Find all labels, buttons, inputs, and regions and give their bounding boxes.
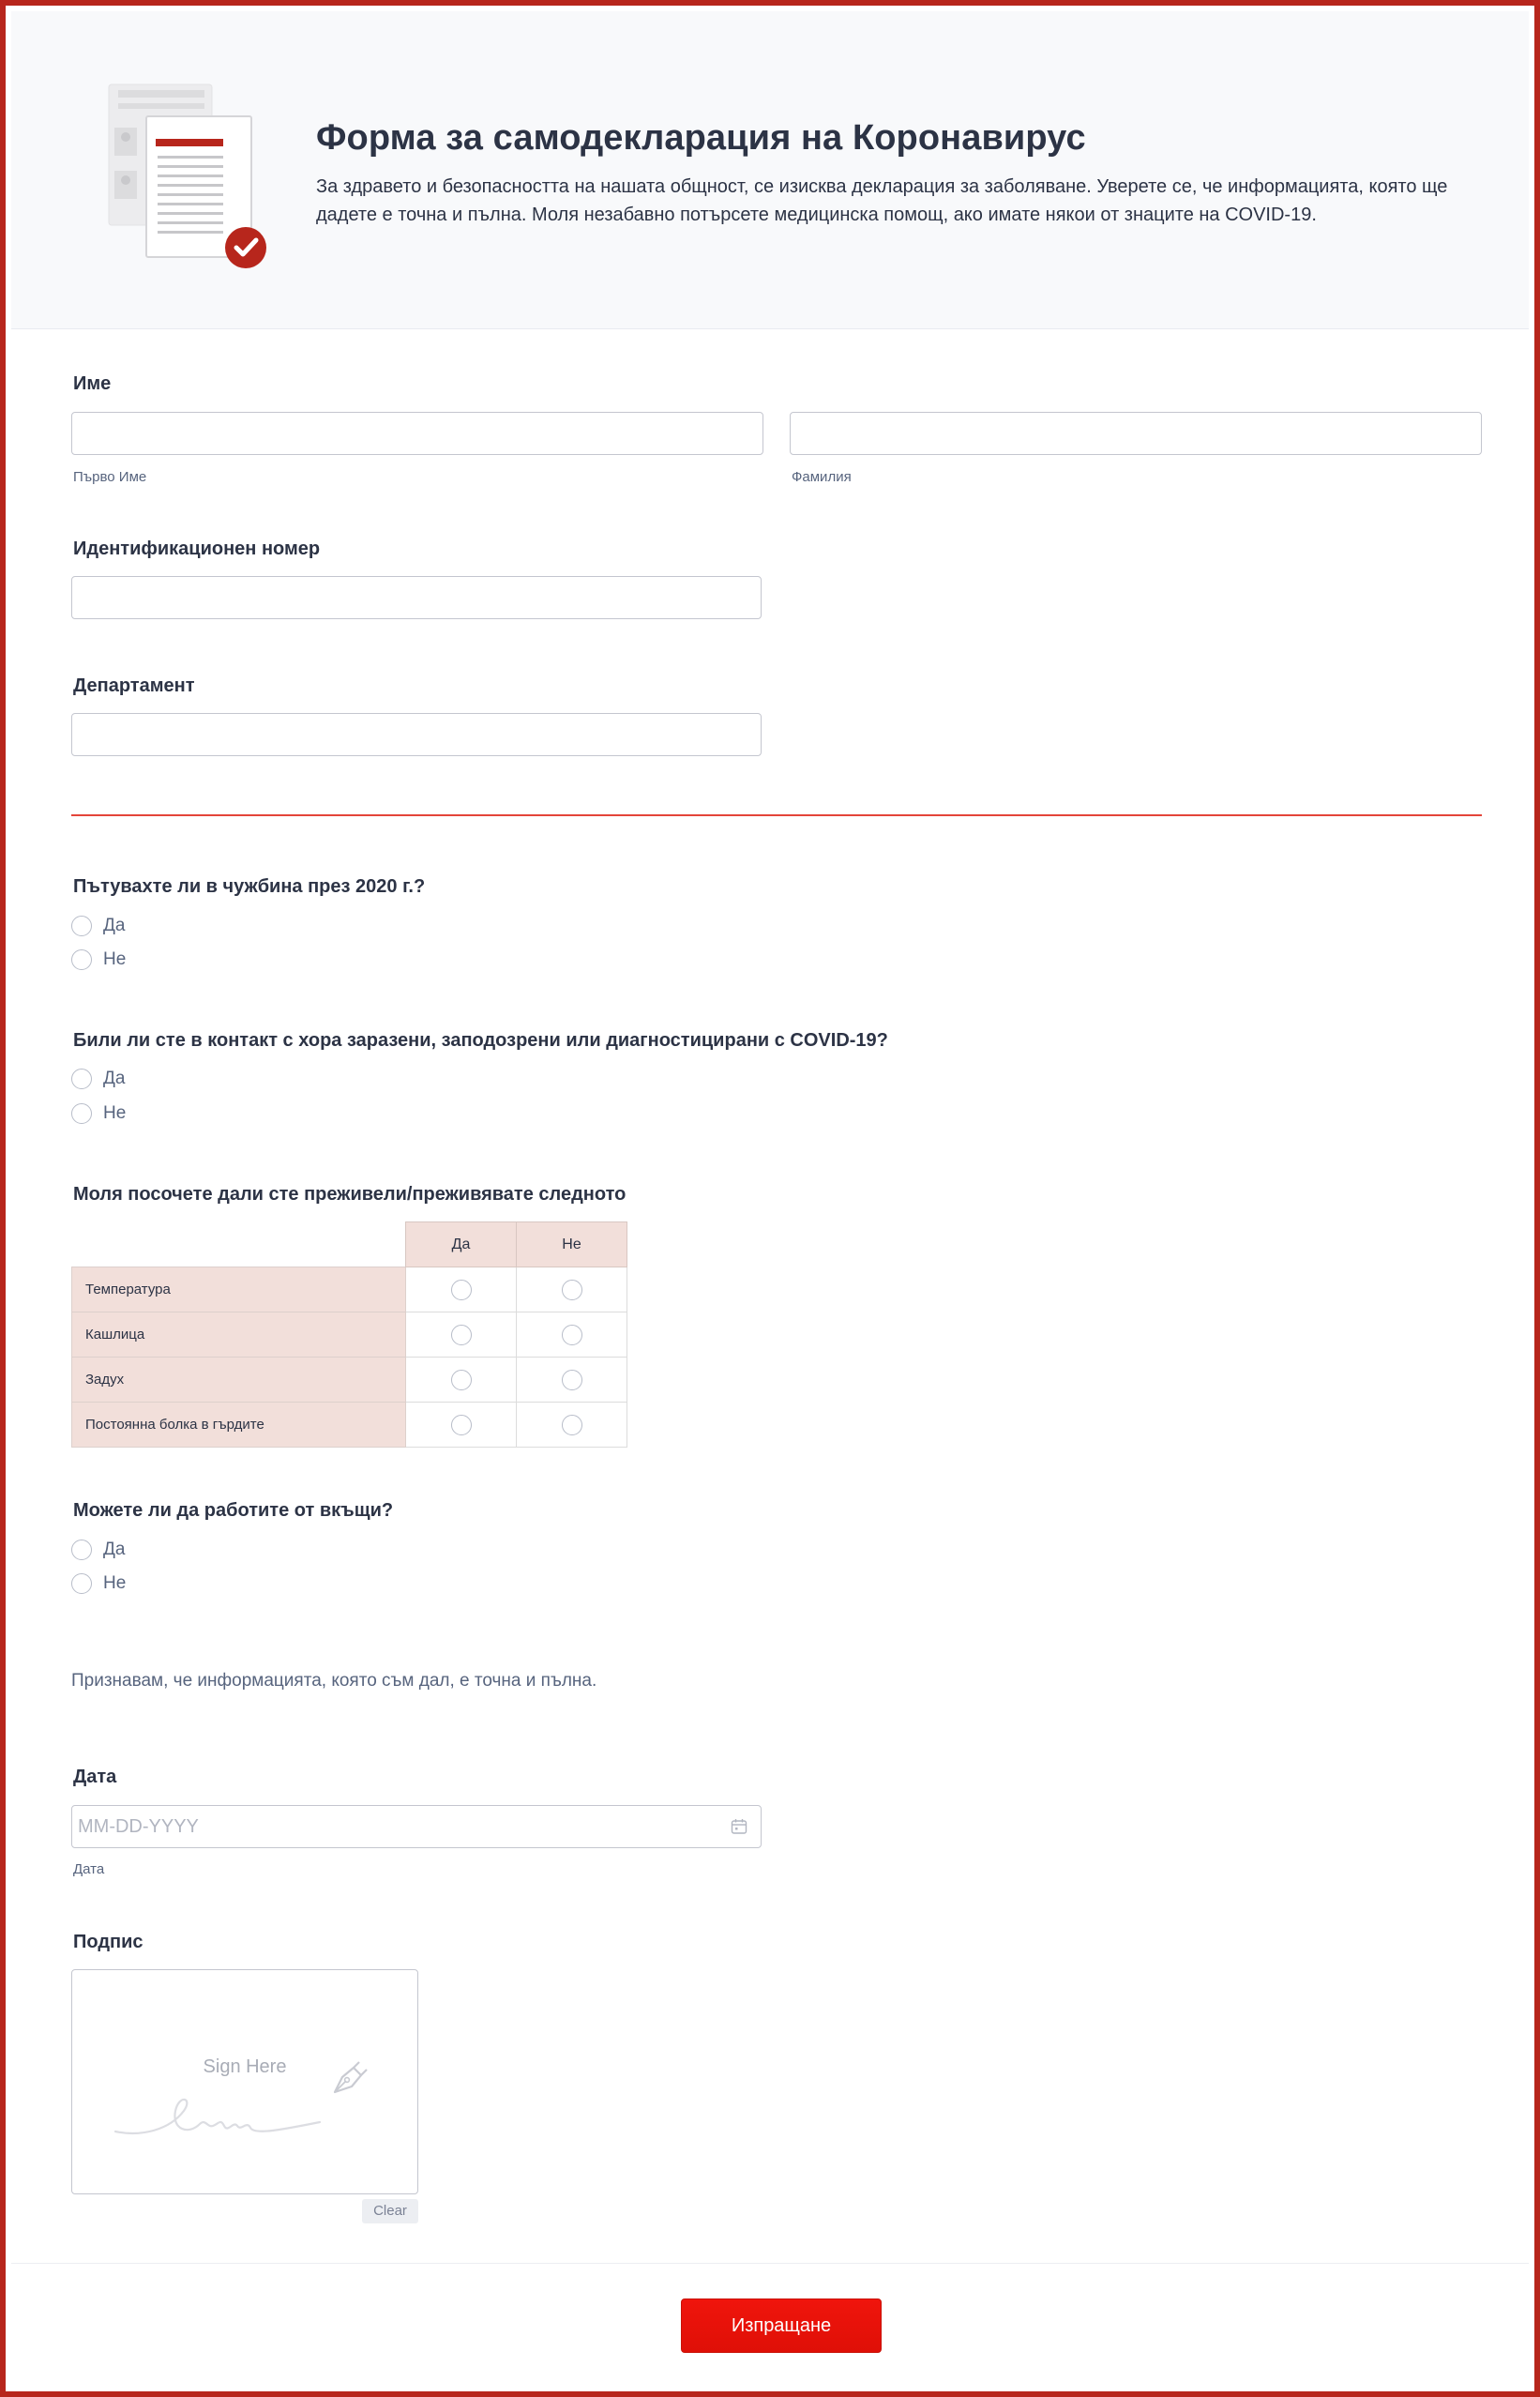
radio-button[interactable] [562, 1415, 582, 1435]
date-placeholder: MM-DD-YYYY [78, 1815, 199, 1837]
last-name-input[interactable] [790, 412, 1482, 455]
contact-option-yes[interactable] [71, 1066, 125, 1092]
signature-label: Подпис [73, 1932, 143, 1952]
matrix-cell-no[interactable] [517, 1312, 627, 1358]
first-name-input[interactable] [71, 412, 763, 455]
calendar-icon[interactable] [731, 1818, 747, 1835]
matrix-corner [72, 1222, 406, 1267]
id-number-input[interactable] [71, 576, 762, 619]
form-header [11, 11, 1529, 329]
travel-question-label: Пътувахте ли в чужбина през 2020 г.? [73, 876, 426, 897]
matrix-row [72, 1358, 627, 1403]
last-name-sublabel: Фамилия [792, 469, 852, 485]
symptoms-matrix [71, 1221, 627, 1448]
symptoms-question-label: Моля посочете дали сте преживели/преживявате следното [73, 1184, 627, 1205]
acknowledgement-text: Признавам, че информацията, която съм дал, е точна и пълна. [71, 1671, 597, 1691]
travel-option-yes[interactable] [71, 913, 125, 939]
matrix-row [72, 1267, 627, 1312]
first-name-sublabel: Първо Име [73, 469, 147, 485]
radio-button[interactable] [71, 1573, 92, 1594]
pen-nib-icon [329, 2056, 370, 2098]
contact-option-no[interactable] [71, 1100, 126, 1127]
date-label: Дата [73, 1767, 117, 1787]
department-input[interactable] [71, 713, 762, 756]
matrix-cell-no[interactable] [517, 1358, 627, 1403]
remote-option-yes[interactable] [71, 1537, 125, 1563]
radio-label: Да [103, 916, 126, 935]
matrix-cell-no[interactable] [517, 1267, 627, 1312]
matrix-row-label: Задух [72, 1358, 406, 1403]
signature-placeholder: Sign Here [203, 2056, 287, 2077]
radio-button[interactable] [562, 1325, 582, 1345]
matrix-cell-yes[interactable] [406, 1312, 517, 1358]
radio-button[interactable] [451, 1325, 472, 1345]
radio-button[interactable] [71, 1069, 92, 1089]
radio-label: Не [103, 1573, 127, 1593]
matrix-row-label: Постоянна болка в гърдите [72, 1403, 406, 1448]
radio-button[interactable] [451, 1280, 472, 1300]
department-label: Департамент [73, 675, 195, 696]
submit-button[interactable]: Изпращане [681, 2298, 882, 2353]
radio-button[interactable] [71, 1103, 92, 1124]
radio-button[interactable] [451, 1415, 472, 1435]
radio-label: Не [103, 949, 127, 969]
matrix-row-label: Температура [72, 1267, 406, 1312]
contact-question-label: Били ли сте в контакт с хора заразени, заподозрени или диагностицирани с COVID-19? [73, 1030, 888, 1051]
page-description: За здравето и безопасността на нашата общност, се изисква декларация за заболяване. Уверете се, че информацията, която ще дадете е точна и пълна. Моля незабавно потърсете медицинска помощ, ако имате някои от знаците на COVID-19. [316, 176, 1448, 225]
date-sublabel: Дата [73, 1861, 105, 1877]
signature-clear-button[interactable]: Clear [362, 2199, 418, 2223]
page-title: Форма за самодекларация на Коронавирус [316, 118, 1086, 158]
id-number-label: Идентификационен номер [73, 539, 321, 559]
radio-label: Да [103, 1540, 126, 1559]
radio-button[interactable] [562, 1280, 582, 1300]
matrix-row-label: Кашлица [72, 1312, 406, 1358]
remote-question-label: Можете ли да работите от вкъщи? [73, 1500, 394, 1521]
radio-label: Да [103, 1069, 126, 1088]
matrix-column-yes: Да [406, 1222, 517, 1267]
radio-button[interactable] [71, 1540, 92, 1560]
matrix-column-no: Не [517, 1222, 627, 1267]
radio-button[interactable] [451, 1370, 472, 1390]
matrix-cell-yes[interactable] [406, 1267, 517, 1312]
matrix-row [72, 1312, 627, 1358]
radio-label: Не [103, 1103, 127, 1123]
matrix-cell-yes[interactable] [406, 1358, 517, 1403]
radio-button[interactable] [562, 1370, 582, 1390]
radio-button[interactable] [71, 916, 92, 936]
date-input[interactable] [71, 1805, 762, 1848]
footer-divider [11, 2263, 1529, 2264]
matrix-cell-no[interactable] [517, 1403, 627, 1448]
matrix-row [72, 1403, 627, 1448]
signature-pad[interactable] [71, 1969, 418, 2194]
remote-option-no[interactable] [71, 1570, 126, 1597]
section-divider [71, 814, 1482, 816]
travel-option-no[interactable] [71, 947, 126, 973]
radio-button[interactable] [71, 949, 92, 970]
matrix-header-row [72, 1222, 627, 1267]
matrix-cell-yes[interactable] [406, 1403, 517, 1448]
name-label: Име [73, 373, 112, 394]
document-check-icon [99, 77, 278, 274]
